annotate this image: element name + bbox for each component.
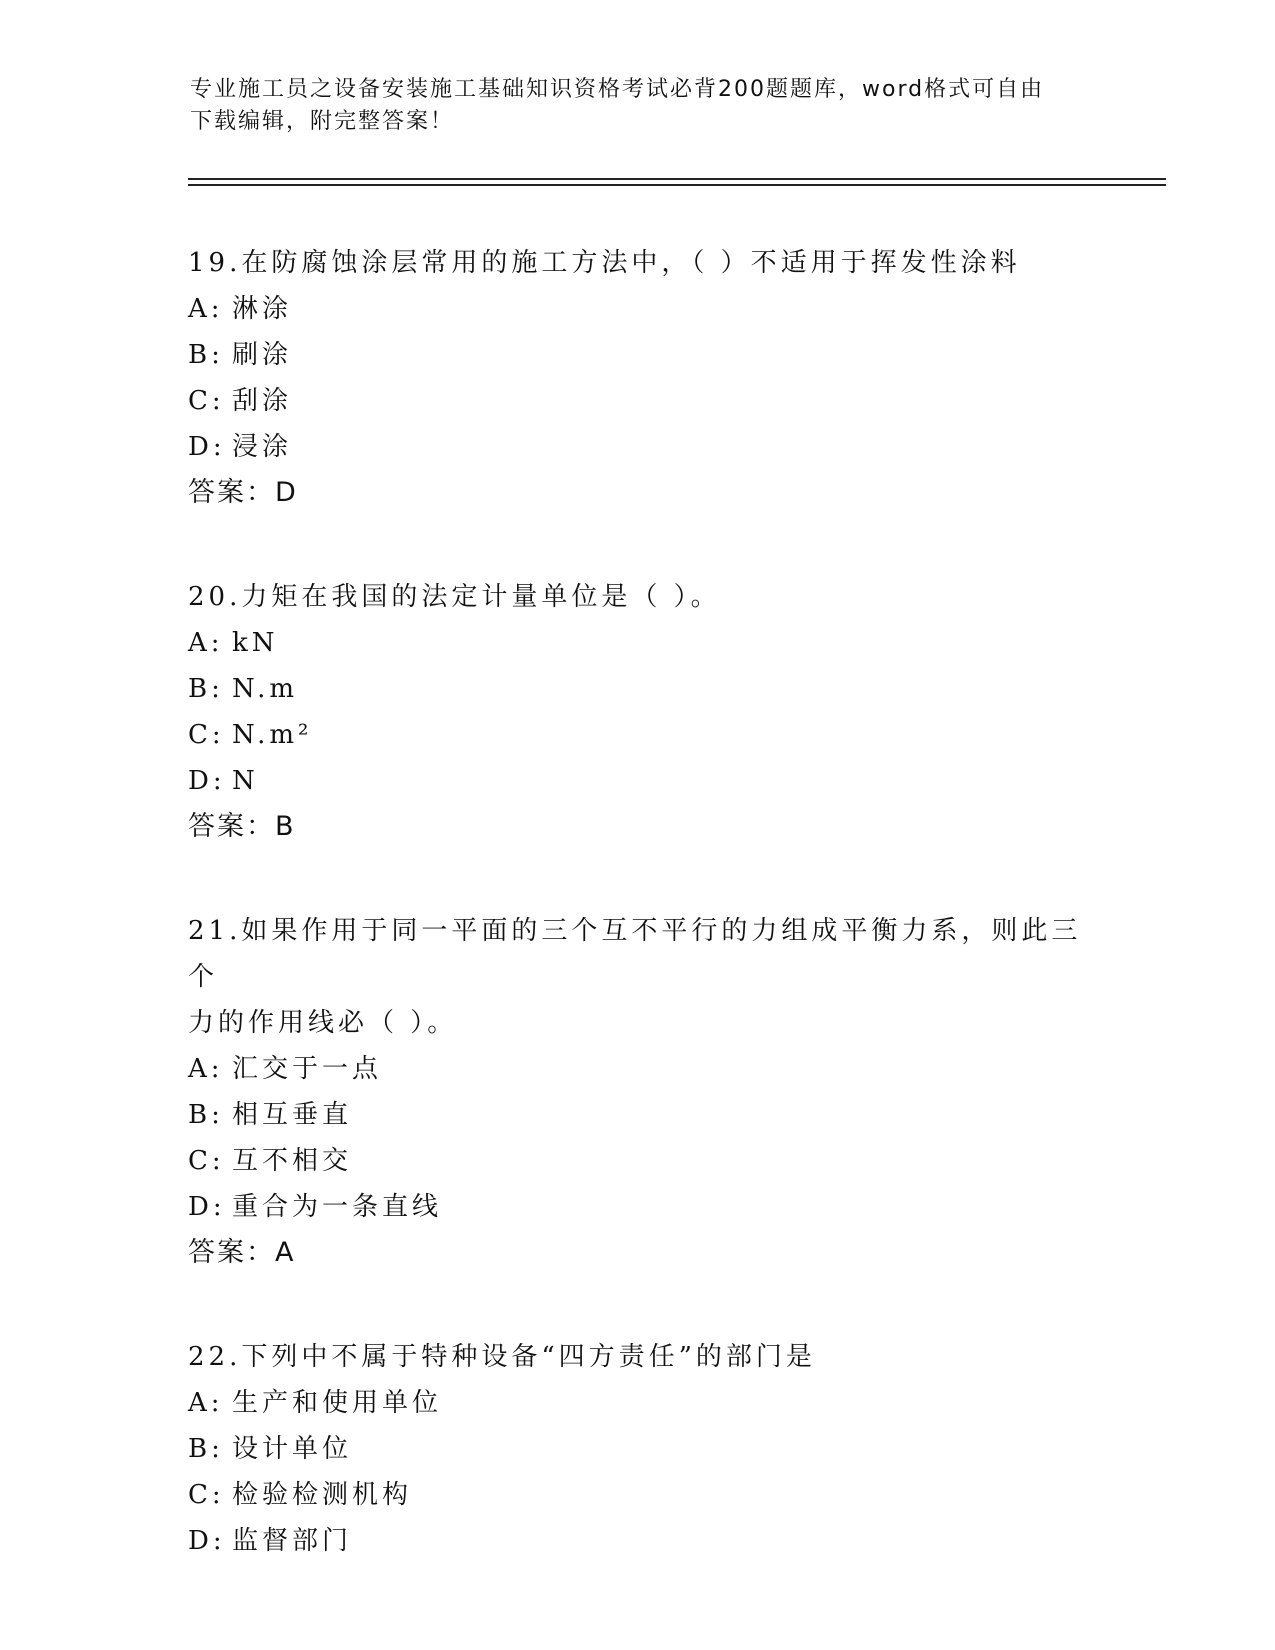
option-letter: B:: [188, 1434, 224, 1464]
question-stem: 22.下列中不属于特种设备“四方责任”的部门是: [188, 1342, 816, 1372]
option-c: [188, 378, 1088, 424]
option-letter: C:: [188, 386, 225, 416]
option-text: N.m²: [232, 720, 313, 750]
option-b: [188, 1426, 1088, 1472]
option-text: 淋涂: [232, 294, 293, 324]
option-text: 浸涂: [232, 432, 293, 462]
option-text: 设计单位: [232, 1434, 353, 1464]
option-d: [188, 758, 1088, 804]
option-letter: D:: [188, 766, 226, 796]
option-letter: C:: [188, 1480, 225, 1510]
option-text: 检验检测机构: [232, 1480, 413, 1510]
question-21: [188, 908, 1088, 1276]
option-c: [188, 1472, 1088, 1518]
question-stem: 19.在防腐蚀涂层常用的施工方法中，（ ）不适用于挥发性涂料: [188, 248, 1021, 278]
option-letter: A:: [188, 1388, 224, 1418]
answer-line: 答案：D: [188, 477, 298, 508]
header-divider-bottom: [188, 184, 1166, 186]
option-text: 相互垂直: [232, 1100, 353, 1130]
question-stem-line-1: 21.如果作用于同一平面的三个互不平行的力组成平衡力系，则此三个: [188, 916, 1082, 992]
option-letter: A:: [188, 628, 224, 658]
question-stem: 20.力矩在我国的法定计量单位是（ ）。: [188, 582, 721, 612]
question-stem-line-2: 力的作用线必（ ）。: [188, 1008, 458, 1038]
option-letter: B:: [188, 340, 224, 370]
question-22: [188, 1334, 1088, 1564]
option-text: 重合为一条直线: [232, 1192, 443, 1222]
option-a: [188, 620, 1088, 666]
option-text: 生产和使用单位: [232, 1388, 443, 1418]
answer-line: 答案：B: [188, 811, 296, 842]
answer-line: 答案：A: [188, 1237, 296, 1268]
option-letter: D:: [188, 1192, 226, 1222]
option-d: [188, 1518, 1088, 1564]
option-b: [188, 666, 1088, 712]
document-header: [190, 74, 1070, 138]
option-text: 刷涂: [232, 340, 293, 370]
option-text: kN: [232, 628, 279, 658]
question-20: [188, 574, 1088, 850]
option-letter: C:: [188, 720, 225, 750]
option-text: 监督部门: [232, 1526, 353, 1556]
option-c: [188, 1138, 1088, 1184]
option-d: [188, 1184, 1088, 1230]
option-b: [188, 1092, 1088, 1138]
header-line-1: 专业施工员之设备安装施工基础知识资格考试必背200题题库，word格式可自由: [190, 77, 1045, 102]
question-19: [188, 240, 1088, 516]
header-line-2: 下载编辑，附完整答案！: [190, 109, 455, 134]
option-letter: B:: [188, 1100, 224, 1130]
option-letter: A:: [188, 1054, 224, 1084]
option-text: 互不相交: [232, 1146, 353, 1176]
option-a: [188, 1046, 1088, 1092]
header-divider-top: [188, 178, 1166, 180]
option-text: 刮涂: [232, 386, 293, 416]
option-a: [188, 1380, 1088, 1426]
option-a: [188, 286, 1088, 332]
option-text: 汇交于一点: [232, 1054, 383, 1084]
question-list: [188, 240, 1088, 1622]
option-letter: D:: [188, 432, 226, 462]
option-text: N: [232, 766, 259, 796]
option-letter: D:: [188, 1526, 226, 1556]
option-text: N.m: [232, 674, 299, 704]
option-b: [188, 332, 1088, 378]
option-letter: A:: [188, 294, 224, 324]
option-c: [188, 712, 1088, 758]
option-letter: C:: [188, 1146, 225, 1176]
option-letter: B:: [188, 674, 224, 704]
option-d: [188, 424, 1088, 470]
